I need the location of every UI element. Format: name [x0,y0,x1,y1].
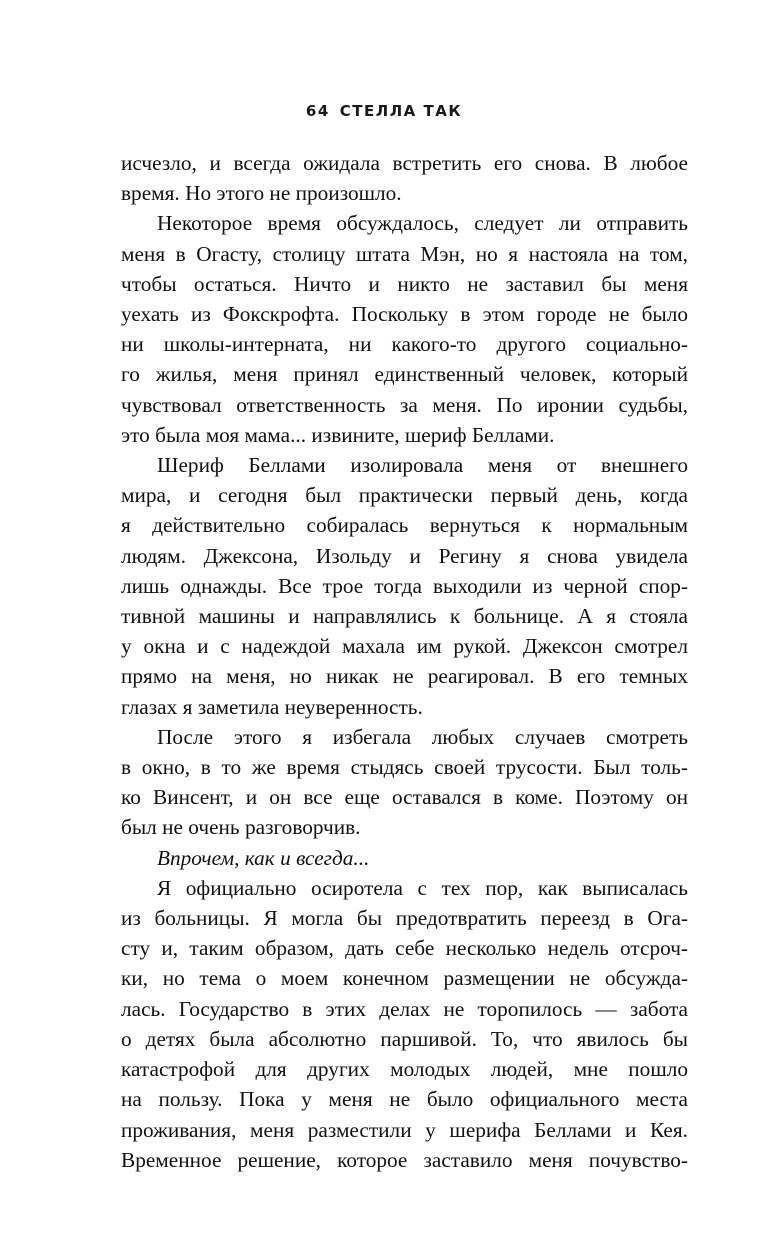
running-head [0,102,768,120]
text-line: го жилья, меня принял единственный человек, который [121,362,688,387]
text-line: ко Винсент, и он все еще оставался в коме. Поэтому он [121,785,688,810]
page-number: 64 [305,102,330,120]
text-line: в окно, в то же время стыдясь своей трусости. Был толь- [121,755,688,780]
text-line: чувствовал ответственность за меня. По иронии судьбы, [121,392,688,417]
text-line: это была моя мама... извините, шериф Беллами. [121,422,555,447]
text-line: лась. Государство в этих делах не торопилось — забота [121,996,688,1021]
text-line: чтобы остаться. Ничто и никто не заставил бы меня [121,271,688,296]
text-line: Некоторое время обсуждалось, следует ли отправить [157,211,688,236]
text-line: я действительно собиралась вернуться к нормальным [121,513,688,538]
text-line: исчезло, и всегда ожидала встретить его снова. В любое [121,151,688,175]
text-line: меня в Огасту, столицу штата Мэн, но я настояла на том, [121,241,688,266]
text-line: тивной машины и направлялись к больнице. А я стояла [121,604,688,629]
text-line: катастрофой для других молодых людей, мне пошло [121,1057,688,1082]
text-line: ки, но тема о моем конечном размещении не обсужда- [121,966,688,991]
text-line: глазах я заметила неуверенность. [121,694,423,719]
text-line: лишь однажды. Все трое тогда выходили из черной спор- [121,573,688,598]
text-line: мира, и сегодня был практически первый день, когда [121,483,688,508]
text-line: Я официально осиротела с тех пор, как выписалась [157,875,688,900]
text-line: Временное решение, которое заставило меня почувство- [121,1147,688,1172]
text-line: Впрочем, как и всегда... [157,845,370,870]
text-line: у окна и с надеждой махала им рукой. Джексон смотрел [121,634,688,659]
text-line: прямо на меня, но никак не реагировал. В его темных [121,664,688,689]
body-text [121,148,688,1175]
text-line: сту и, таким образом, дать себе несколько недель отсроч- [121,936,688,961]
text-line: ни школы-интерната, ни какого-то другого социально- [121,332,688,357]
text-line: о детях была абсолютно паршивой. То, что явилось бы [121,1026,688,1051]
text-line: людям. Джексона, Изольду и Регину я снова увидела [121,543,688,568]
text-line: После этого я избегала любых случаев смотреть [157,724,688,749]
text-line: из больницы. Я могла бы предотвратить переезд в Ога- [121,906,688,931]
running-title: СТЕЛЛА ТАК [339,102,463,120]
text-line: время. Но этого не произошло. [121,181,402,206]
text-line: Шериф Беллами изолировала меня от внешнего [157,453,688,478]
text-line: уехать из Фокскрофта. Поскольку в этом городе не было [121,302,688,327]
text-line: на пользу. Пока у меня не было официального места [121,1087,688,1112]
text-line: проживания, меня разместили у шерифа Беллами и Кея. [121,1117,688,1142]
text-line: был не очень разговорчив. [121,815,361,840]
